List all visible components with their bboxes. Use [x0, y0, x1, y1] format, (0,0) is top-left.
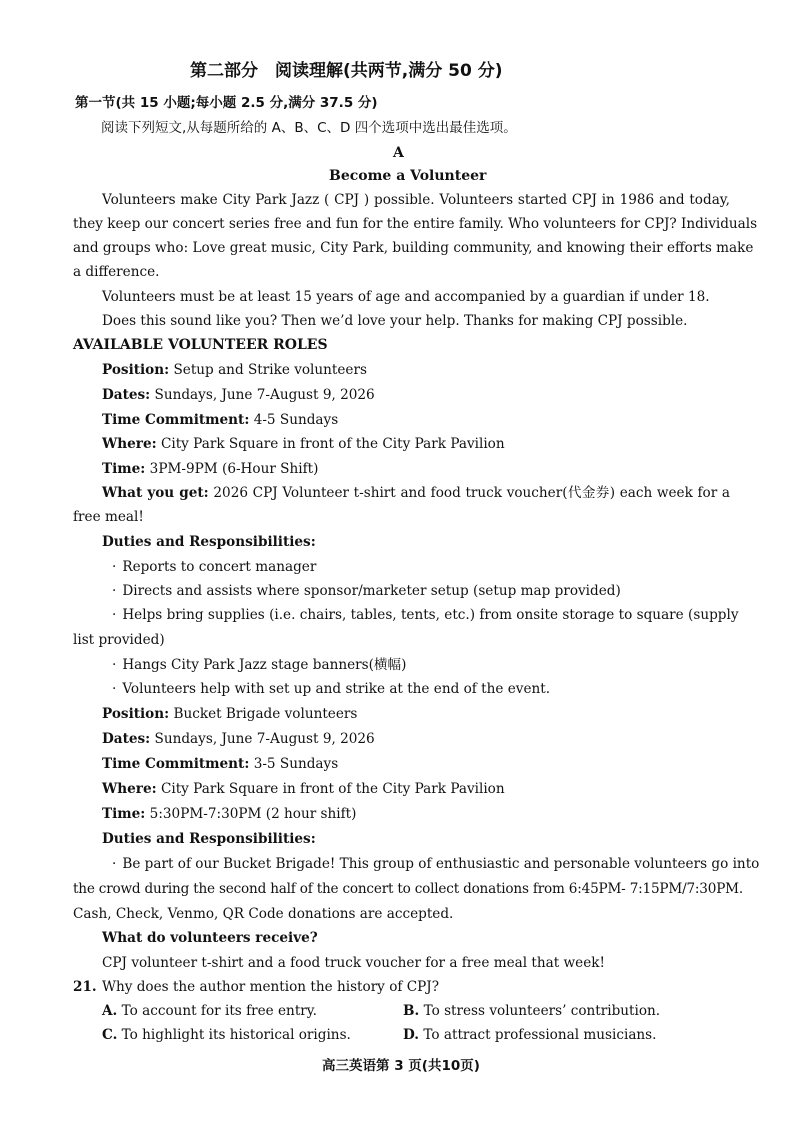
section-title: 第一节(共 15 小题;每小题 2.5 分,满分 37.5 分) [75, 95, 378, 111]
role1-duty-4: · Hangs City Park Jazz stage banners(横幅) [112, 657, 407, 673]
option-d-letter: D. [403, 1027, 420, 1043]
role2-where [102, 780, 505, 798]
instructions: 阅读下列短文,从每题所给的 A、B、C、D 四个选项中选出最佳选项。 [101, 120, 517, 136]
roles-heading: AVAILABLE VOLUNTEER ROLES [73, 337, 328, 353]
role2-position [102, 705, 357, 723]
role1-commitment-value: 4-5 Sundays [253, 412, 339, 428]
role1-commitment-label: Time Commitment: [102, 412, 250, 428]
role1-duty-5: · Volunteers help with set up and strike at the end of the event. [112, 681, 551, 697]
bullet-icon: · [112, 559, 117, 575]
question-stem: Why does the author mention the history of CPJ? [102, 979, 440, 995]
role1-dates [102, 386, 375, 404]
option-c[interactable] [102, 1026, 351, 1044]
intro-line-1: Volunteers make City Park Jazz ( CPJ ) possible. Volunteers started CPJ in 1986 and today, [102, 192, 730, 208]
role2-time-label: Time: [102, 806, 146, 822]
option-b[interactable] [403, 1002, 660, 1020]
role2-position-value: Bucket Brigade volunteers [173, 706, 358, 722]
page-footer: 高三英语第 3 页(共10页) [322, 1058, 480, 1074]
intro-line-4: a difference. [73, 264, 160, 280]
role1-duty-2: · Directs and assists where sponsor/marketer setup (setup map provided) [112, 583, 621, 599]
role2-dates-label: Dates: [102, 731, 151, 747]
role1-benefits-line2: free meal! [73, 509, 144, 525]
role1-dates-label: Dates: [102, 387, 151, 403]
bullet-icon: · [112, 856, 117, 872]
role1-duty-1: · Reports to concert manager [112, 559, 317, 575]
role2-commitment-label: Time Commitment: [102, 756, 250, 772]
role1-duties-heading: Duties and Responsibilities: [102, 534, 316, 550]
role1-position-value: Setup and Strike volunteers [173, 362, 367, 378]
option-d-text: To attract professional musicians. [423, 1027, 657, 1043]
option-a-letter: A. [102, 1003, 118, 1019]
role2-dates [102, 730, 375, 748]
role2-where-label: Where: [102, 781, 157, 797]
option-b-letter: B. [403, 1003, 420, 1019]
role1-where [102, 435, 505, 453]
bullet-icon: · [112, 607, 117, 623]
passage-letter: A [393, 145, 404, 161]
bullet-icon: · [112, 681, 117, 697]
role2-dates-value: Sundays, June 7-August 9, 2026 [154, 731, 375, 747]
role1-commitment [102, 411, 338, 429]
role1-duty-3-line2: list provided) [73, 632, 165, 648]
option-d[interactable] [403, 1026, 656, 1044]
role1-where-value: City Park Square in front of the City Park Pavilion [160, 436, 505, 452]
option-a[interactable] [102, 1002, 317, 1020]
option-c-letter: C. [102, 1027, 118, 1043]
role2-commitment [102, 755, 338, 773]
passage-title: Become a Volunteer [329, 168, 487, 184]
closing-line: Does this sound like you? Then we’d love your help. Thanks for making CPJ possible. [102, 313, 688, 329]
role1-time-value: 3PM-9PM (6-Hour Shift) [149, 461, 319, 477]
role1-position-label: Position: [102, 362, 170, 378]
role1-where-label: Where: [102, 436, 157, 452]
option-b-text: To stress volunteers’ contribution. [423, 1003, 661, 1019]
role1-duty-3: · Helps bring supplies (i.e. chairs, tables, tents, etc.) from onsite storage to square (supply [112, 607, 739, 623]
role2-receive-value: CPJ volunteer t-shirt and a food truck voucher for a free meal that week! [102, 955, 605, 971]
role2-duties-heading: Duties and Responsibilities: [102, 831, 316, 847]
bullet-icon: · [112, 657, 117, 673]
role2-time [102, 805, 356, 823]
role2-where-value: City Park Square in front of the City Park Pavilion [160, 781, 505, 797]
role2-position-label: Position: [102, 706, 170, 722]
role1-position [102, 361, 367, 379]
role2-duty-1: · Be part of our Bucket Brigade! This group of enthusiastic and personable volunteers go into [112, 856, 760, 872]
option-a-text: To account for its free entry. [121, 1003, 317, 1019]
option-c-text: To highlight its historical origins. [121, 1027, 351, 1043]
role2-duty-1-line2: the crowd during the second half of the concert to collect donations from 6:45PM- 7:15PM/7:30PM. [73, 881, 743, 897]
role2-duty-1-line3: Cash, Check, Venmo, QR Code donations are accepted. [73, 906, 454, 922]
role1-benefits-label: What you get: [102, 485, 209, 501]
role2-time-value: 5:30PM-7:30PM (2 hour shift) [149, 806, 357, 822]
role1-dates-value: Sundays, June 7-August 9, 2026 [154, 387, 375, 403]
age-requirement: Volunteers must be at least 15 years of age and accompanied by a guardian if under 18. [102, 289, 710, 305]
bullet-icon: · [112, 583, 117, 599]
intro-line-2: they keep our concert series free and fun for the entire family. Who volunteers for CPJ? Individuals [73, 216, 758, 232]
role1-benefits [102, 484, 730, 502]
role2-receive-heading: What do volunteers receive? [102, 930, 318, 946]
role2-commitment-value: 3-5 Sundays [253, 756, 339, 772]
role1-benefits-value: 2026 CPJ Volunteer t-shirt and food truck voucher(代金券) each week for a [213, 485, 731, 501]
part-title: 第二部分 阅读理解(共两节,满分 50 分) [190, 61, 503, 81]
role1-time-label: Time: [102, 461, 146, 477]
question-number: 21. [73, 979, 97, 995]
role1-time [102, 460, 318, 478]
intro-line-3: and groups who: Love great music, City Park, building community, and knowing their efforts make [73, 240, 754, 256]
